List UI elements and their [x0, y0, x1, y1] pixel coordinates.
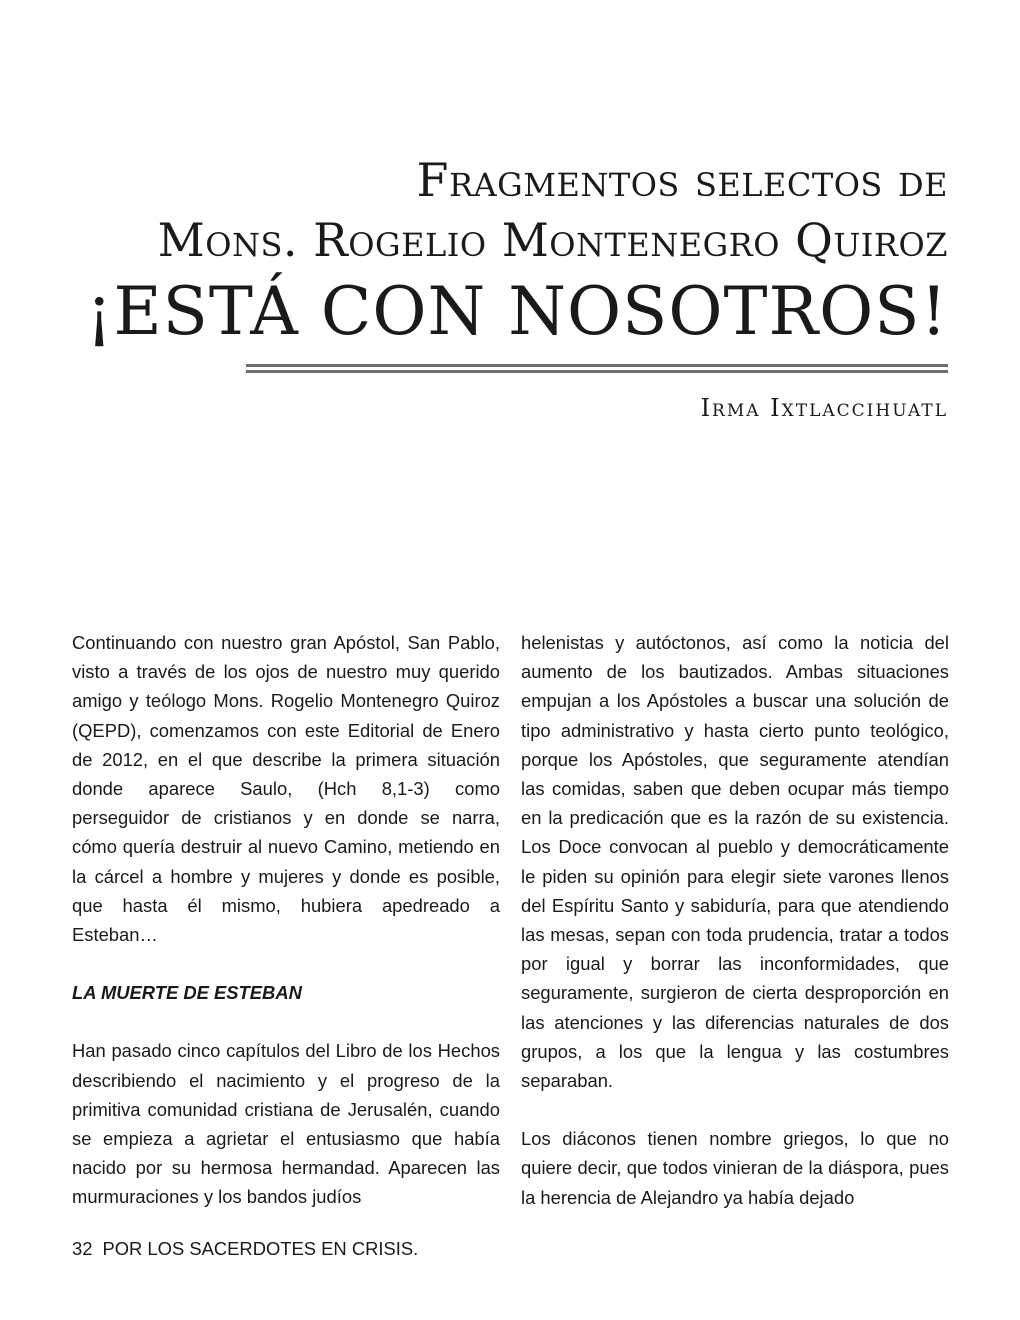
title-divider-top: [246, 364, 948, 367]
publication-name: POR LOS SACERDOTES EN CRISIS.: [102, 1238, 419, 1259]
right-column: [521, 628, 949, 1212]
right-paragraph-1: helenistas y autóctonos, así como la noticia del aumento de los bautizados. Ambas situaciones empujan a los Apóstoles a buscar una solución de tipo administrativo y hasta cierto punto teológico, porque los Apóstoles, que seguramente atendían las comidas, saben que deben ocupar más tiempo en la predicación que es la razón de su existencia. Los Doce convocan al pueblo y democráticamente le piden su opinión para elegir siete varones llenos del Espíritu Santo y sabiduría, para que atendiendo las mesas, sepan con toda prudencia, tratar a todos por igual y borrar las inconformidades, que seguramente, surgieron de cierta desproporción en las atenciones y las diferencias naturales de dos grupos, a los que la lengua y las costumbres separaban.: [521, 632, 949, 1092]
left-paragraph-1: Continuando con nuestro gran Apóstol, San Pablo, visto a través de los ojos de nuestro muy querido amigo y teólogo Mons. Rogelio Montenegro Quiroz (QEPD), comenzamos con este Editorial de Enero de 2012, en el que describe la primera situación donde aparece Saulo, (Hch 8,1-3) como perseguidor de cristianos y en donde se narra, cómo quería destruir al nuevo Camino, metiendo en la cárcel a hombre y mujeres y donde es posible, que hasta él mismo, hubiera apedreado a Esteban…: [72, 632, 500, 946]
title-divider-bottom: [246, 370, 948, 373]
section-heading: LA MUERTE DE ESTEBAN: [72, 982, 302, 1004]
article-title: [68, 150, 948, 354]
title-line-3: ¡ESTÁ CON NOSOTROS!: [85, 273, 948, 350]
author-name: Irma Ixtlaccihuatl: [700, 394, 948, 422]
title-line-1: Fragmentos selectos de: [416, 153, 948, 207]
page-number: 32: [72, 1238, 93, 1259]
title-line-2: Mons. Rogelio Montenegro Quiroz: [157, 213, 948, 267]
page-footer: [72, 1238, 418, 1260]
left-column: [72, 628, 500, 1212]
left-paragraph-2: Han pasado cinco capítulos del Libro de los Hechos describiendo el nacimiento y el progreso de la primitiva comunidad cristiana de Jerusalén, cuando se empieza a agrietar el entusiasmo que había nacido por su hermosa hermandad. Aparecen las murmuraciones y los bandos judíos: [72, 1040, 500, 1208]
right-paragraph-2: Los diáconos tienen nombre griegos, lo que no quiere decir, que todos vinieran de la diáspora, pues la herencia de Alejandro ya había dejado: [521, 1128, 949, 1208]
